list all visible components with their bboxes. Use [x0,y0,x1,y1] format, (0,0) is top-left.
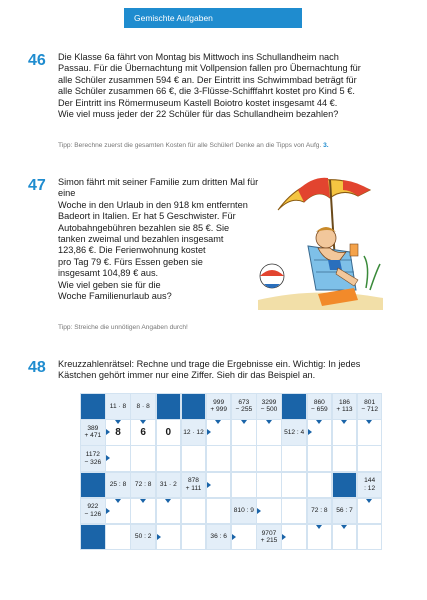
right-arrow-icon [207,482,211,488]
puzzle-answer-cell[interactable] [105,524,131,551]
puzzle-answer-cell[interactable] [181,445,207,472]
clue-text: 922 − 126 [84,503,102,518]
right-arrow-icon [308,429,312,435]
task-46-text [58,52,398,120]
puzzle-block [332,472,358,499]
right-arrow-icon [207,429,211,435]
beach-vacation-illustration [258,168,383,310]
puzzle-block [80,472,106,499]
puzzle-clue-cell [105,472,131,499]
down-arrow-icon [266,420,272,424]
puzzle-clue-cell [256,524,282,551]
section-header: Gemischte Aufgaben [124,8,302,28]
puzzle-answer-cell[interactable] [256,472,282,499]
puzzle-answer-cell[interactable] [206,498,232,525]
right-arrow-icon [157,534,161,540]
puzzle-clue-cell [105,393,131,420]
puzzle-clue-cell [181,472,207,499]
example-digit: 0 [165,426,172,438]
puzzle-clue-cell [231,393,257,420]
clue-text: 999 + 999 [210,398,227,414]
task-46-line: alle Schüler zusammen 594 € an. Der Eintritt ins Schwimmbad beträgt für [58,74,357,85]
puzzle-clue-cell [307,393,333,420]
puzzle-clue-cell [156,472,182,499]
task-46-tip-text: Tipp: Berechne zuerst die gesamten Kosten für alle Schüler! Denke an die Tipps von Aufg. [58,142,322,149]
task-46-line: Der Eintritt ins Römermuseum Kastell Boiotro kostet insgesamt 44 €. [58,97,338,108]
clue-text: 56 : 7 [336,507,353,515]
clue-text: 878 + 111 [185,477,202,492]
down-arrow-icon [341,525,347,529]
clue-text: 12 · 12 [183,428,204,436]
puzzle-block [80,524,106,551]
down-arrow-icon [316,525,322,529]
puzzle-answer-cell[interactable] [281,445,307,472]
down-arrow-icon [366,420,372,424]
puzzle-clue-cell [80,498,106,525]
puzzle-clue-cell [357,393,383,420]
clue-text: 1172 − 326 [84,451,102,466]
puzzle-answer-cell[interactable] [281,472,307,499]
puzzle-answer-cell[interactable] [307,472,333,499]
clue-text: 31 · 2 [159,481,177,489]
task-47-line: Badeort in Italien. Er hat 5 Geschwister. Für [58,211,236,222]
down-arrow-icon [165,499,171,503]
puzzle-clue-cell [80,445,106,472]
task-47-line: Autobahngebühren bezahlen sie 85 €. Sie [58,222,230,233]
clue-text: 72 : 8 [311,507,328,515]
task-47-line: Wie viel geben sie für die [58,279,161,290]
puzzle-answer-cell[interactable] [357,445,383,472]
right-arrow-icon [106,429,110,435]
puzzle-answer-cell[interactable] [181,524,207,551]
puzzle-block [80,393,106,420]
puzzle-answer-cell[interactable] [156,445,182,472]
down-arrow-icon [316,420,322,424]
down-arrow-icon [241,420,247,424]
clue-text: 8 · 8 [136,402,150,410]
puzzle-answer-cell[interactable] [332,445,358,472]
clue-text: 25 : 8 [109,481,127,489]
clue-text: 9707 + 215 [260,529,278,545]
puzzle-clue-cell [332,393,358,420]
task-46-line: Wie viel muss jeder der 22 Schüler für das Schullandheim bezahlen? [58,109,339,120]
clue-text: 36 : 6 [210,533,227,541]
right-arrow-icon [232,534,236,540]
clue-text: 801 − 712 [361,398,378,414]
puzzle-clue-cell [130,393,156,420]
puzzle-clue-cell [281,419,307,446]
down-arrow-icon [115,499,121,503]
puzzle-answer-cell[interactable] [357,524,383,551]
task-46-tip [58,141,398,150]
task-47-line: Woche in den Urlaub in den 918 km entfernten [58,199,248,210]
task-47-line: tanken zweimal und bezahlen insgesamt [58,234,224,245]
clue-text: 512 : 4 [284,428,305,436]
right-arrow-icon [106,508,110,514]
task-48-line: Kreuzzahlenrätsel: Rechne und trage die Ergebnisse ein. Wichtig: In jedes [58,359,361,369]
right-arrow-icon [282,534,286,540]
puzzle-clue-cell [130,524,156,551]
puzzle-answer-cell[interactable] [156,419,182,446]
puzzle-clue-cell [206,524,232,551]
puzzle-clue-cell [256,393,282,420]
task-47-line: Simon fährt mit seiner Familie zum dritten Mal für eine [58,177,259,199]
clue-text: 50 : 2 [134,533,152,541]
task-number-47: 47 [28,177,46,194]
clue-text: 72 : 8 [134,481,152,489]
task-47-tip: Tipp: Streiche die unnötigen Angaben durch! [58,324,188,331]
task-48-line: Kästchen gehört immer nur eine Ziffer. Sieh dir das Beispiel an. [58,370,316,381]
puzzle-clue-cell [80,419,106,446]
puzzle-clue-cell [130,472,156,499]
puzzle-answer-cell[interactable] [130,445,156,472]
task-47-line: 123,86 €. Die Ferienwohnung kostet [58,245,206,256]
example-digit: 6 [140,426,146,438]
clue-text: 860 − 659 [310,398,328,414]
task-46-line: alle Schüler zusammen 66 €, die 3-Flüsse-Schifffahrt kostet pro Kind 5 €. [58,86,355,97]
puzzle-clue-cell [307,498,333,525]
right-arrow-icon [106,455,110,461]
right-arrow-icon [257,508,261,514]
clue-text: 186 + 113 [336,398,353,414]
puzzle-block [156,393,182,420]
puzzle-clue-cell [206,393,232,420]
puzzle-clue-cell [332,498,358,525]
down-arrow-icon [115,420,121,424]
down-arrow-icon [140,499,146,503]
puzzle-block [181,393,207,420]
task-47-line: pro Tag 79 €. Fürs Essen geben sie [58,256,203,267]
down-arrow-icon [341,420,347,424]
task-48-text [58,359,408,382]
cross-number-puzzle [80,393,382,550]
task-number-46: 46 [28,52,46,69]
puzzle-clue-cell [181,419,207,446]
clue-text: 389 + 471 [84,424,102,440]
puzzle-clue-cell [231,498,257,525]
task-47-line: insgesamt 104,89 € aus. [58,268,159,279]
puzzle-block [281,393,307,420]
example-digit: 8 [115,426,121,438]
clue-text: 3299 − 500 [260,398,278,414]
puzzle-answer-cell[interactable] [231,472,257,499]
clue-text: 144 : 12 [364,477,376,492]
task-number-48: 48 [28,359,46,376]
task-47-line: Woche Familienurlaub aus? [58,291,172,302]
clue-text: 11 · 8 [109,402,127,410]
clue-text: 673 − 255 [235,398,253,414]
clue-text: 810 : 9 [233,507,254,515]
puzzle-clue-cell [357,472,383,499]
down-arrow-icon [366,499,372,503]
task-47-text [58,177,273,302]
puzzle-answer-cell[interactable] [281,498,307,525]
task-46-tip-ref: 3. [323,142,329,149]
task-46-line: Die Klasse 6a fährt von Montag bis Mittwoch ins Schullandheim nach [58,52,339,62]
puzzle-answer-cell[interactable] [307,445,333,472]
puzzle-answer-cell[interactable] [231,445,257,472]
puzzle-answer-cell[interactable] [256,445,282,472]
task-46-line: Passau. Für die Übernachtung mit Vollpension fallen pro Übernachtung für [58,63,361,74]
puzzle-answer-cell[interactable] [206,445,232,472]
puzzle-answer-cell[interactable] [181,498,207,525]
down-arrow-icon [215,420,221,424]
down-arrow-icon [140,420,146,424]
